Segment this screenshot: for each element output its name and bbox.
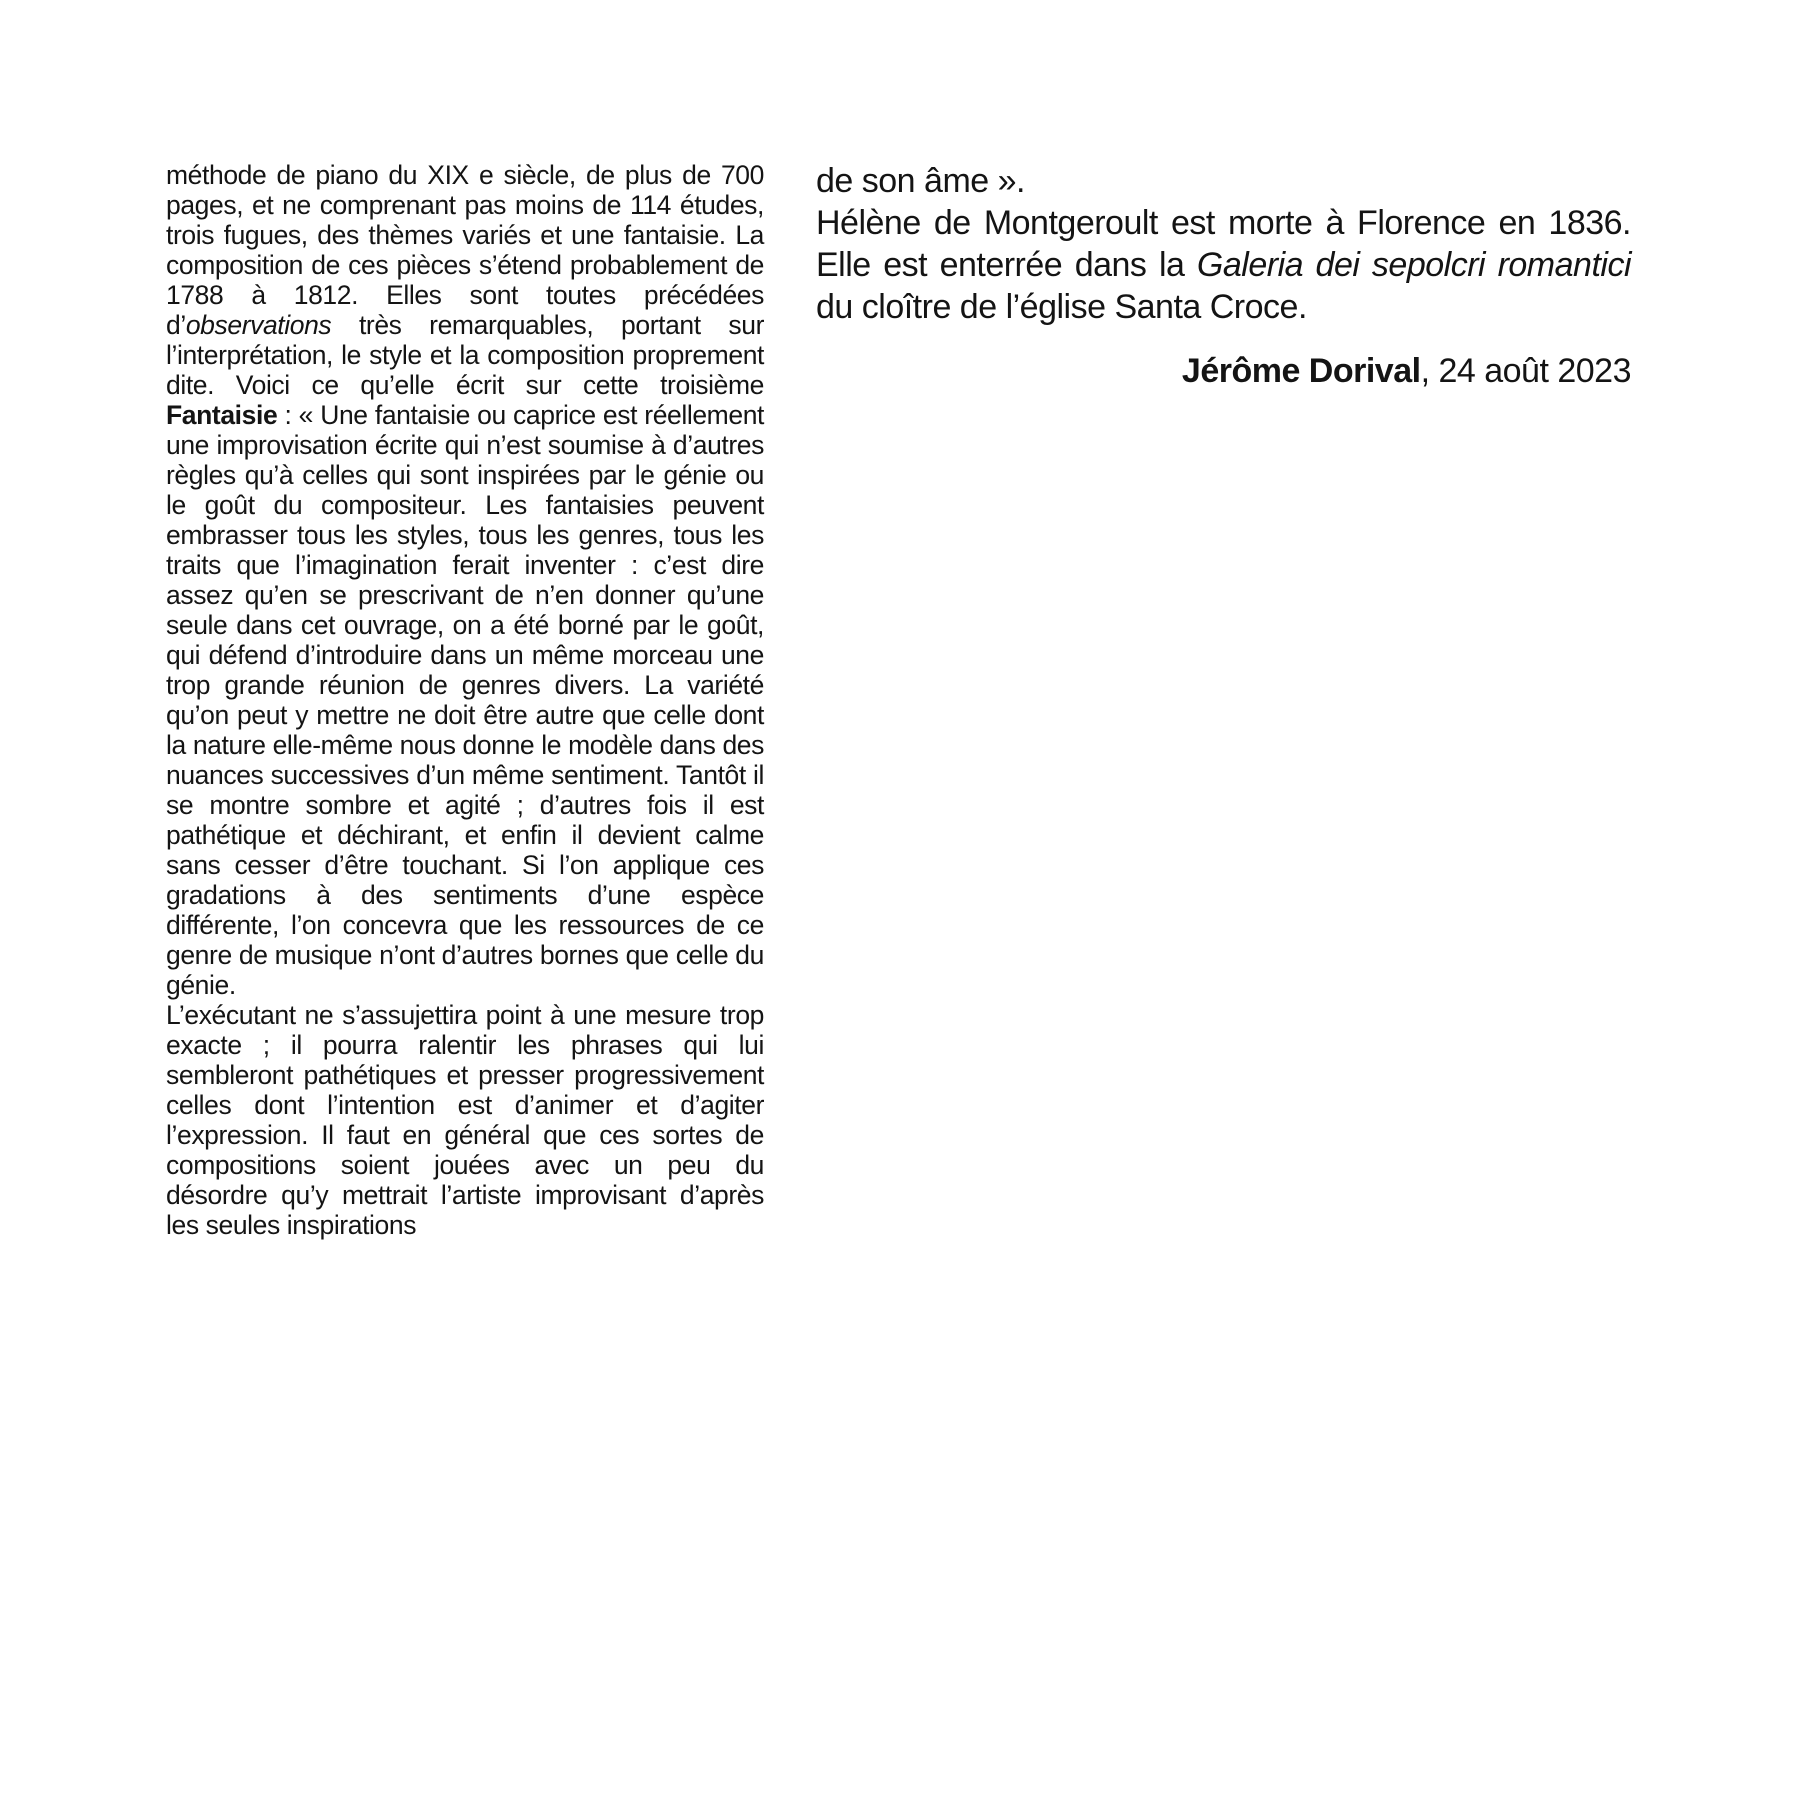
paragraph: L’exécutant ne s’assujettira point à une mesure trop exacte ; il pourra ralentir les phrases qui lui sembleront pathétiques et presser progressivement celles dont l’intention est d’animer et d’agiter l’expression. Il faut en général que ces sortes de compositions soient jouées avec un peu du désordre qu’y mettrait l’artiste improvisant d’après les seules inspirations	[166, 1000, 764, 1240]
paragraph: méthode de piano du XIX e siècle, de plus de 700 pages, et ne comprenant pas moins de 114 études, trois fugues, des thèmes variés et une fantaisie. La composition de ces pièces s’étend probablement de 1788 à 1812. Elles sont toutes précédées d’observations très remarquables, portant sur l’interprétation, le style et la composition proprement dite. Voici ce qu’elle écrit sur cette troisième Fantaisie : « Une fantaisie ou caprice est réellement une improvisation écrite qui n’est soumise à d’autres règles qu’à celles qui sont inspirées par le génie ou le goût du compositeur. Les fantaisies peuvent embrasser tous les styles, tous les genres, tous les traits que l’imagination ferait inventer : c’est dire assez qu’en se prescrivant de n’en donner qu’une seule dans cet ouvrage, on a été borné par le goût, qui défend d’introduire dans un même morceau une trop grande réunion de genres divers. La variété qu’on peut y mettre ne doit être autre que celle dont la nature elle-même nous donne le modèle dans des nuances successives d’un même sentiment. Tantôt il se montre sombre et agité ; d’autres fois il est pathétique et déchirant, et enfin il devient calme sans cesser d’être touchant. Si l’on applique ces gradations à des sentiments d’une espèce différente, l’on concevra que les ressources de ce genre de musique n’ont d’autres bornes que celle du génie.	[166, 160, 764, 1000]
right-column-paragraphs	[816, 160, 1631, 328]
paragraph: de son âme ».	[816, 162, 1025, 200]
signature-date: , 24 août 2023	[1420, 352, 1631, 390]
paragraph: Hélène de Montgeroult est morte à Florence en 1836. Elle est enterrée dans la Galeria dei sepolcri romantici du cloître de l’église Santa Croce.	[816, 204, 1632, 326]
signature-line	[816, 350, 1631, 392]
left-text-column	[166, 160, 764, 1240]
right-text-column	[816, 160, 1631, 392]
signature-author: Jérôme Dorival	[1181, 352, 1421, 390]
